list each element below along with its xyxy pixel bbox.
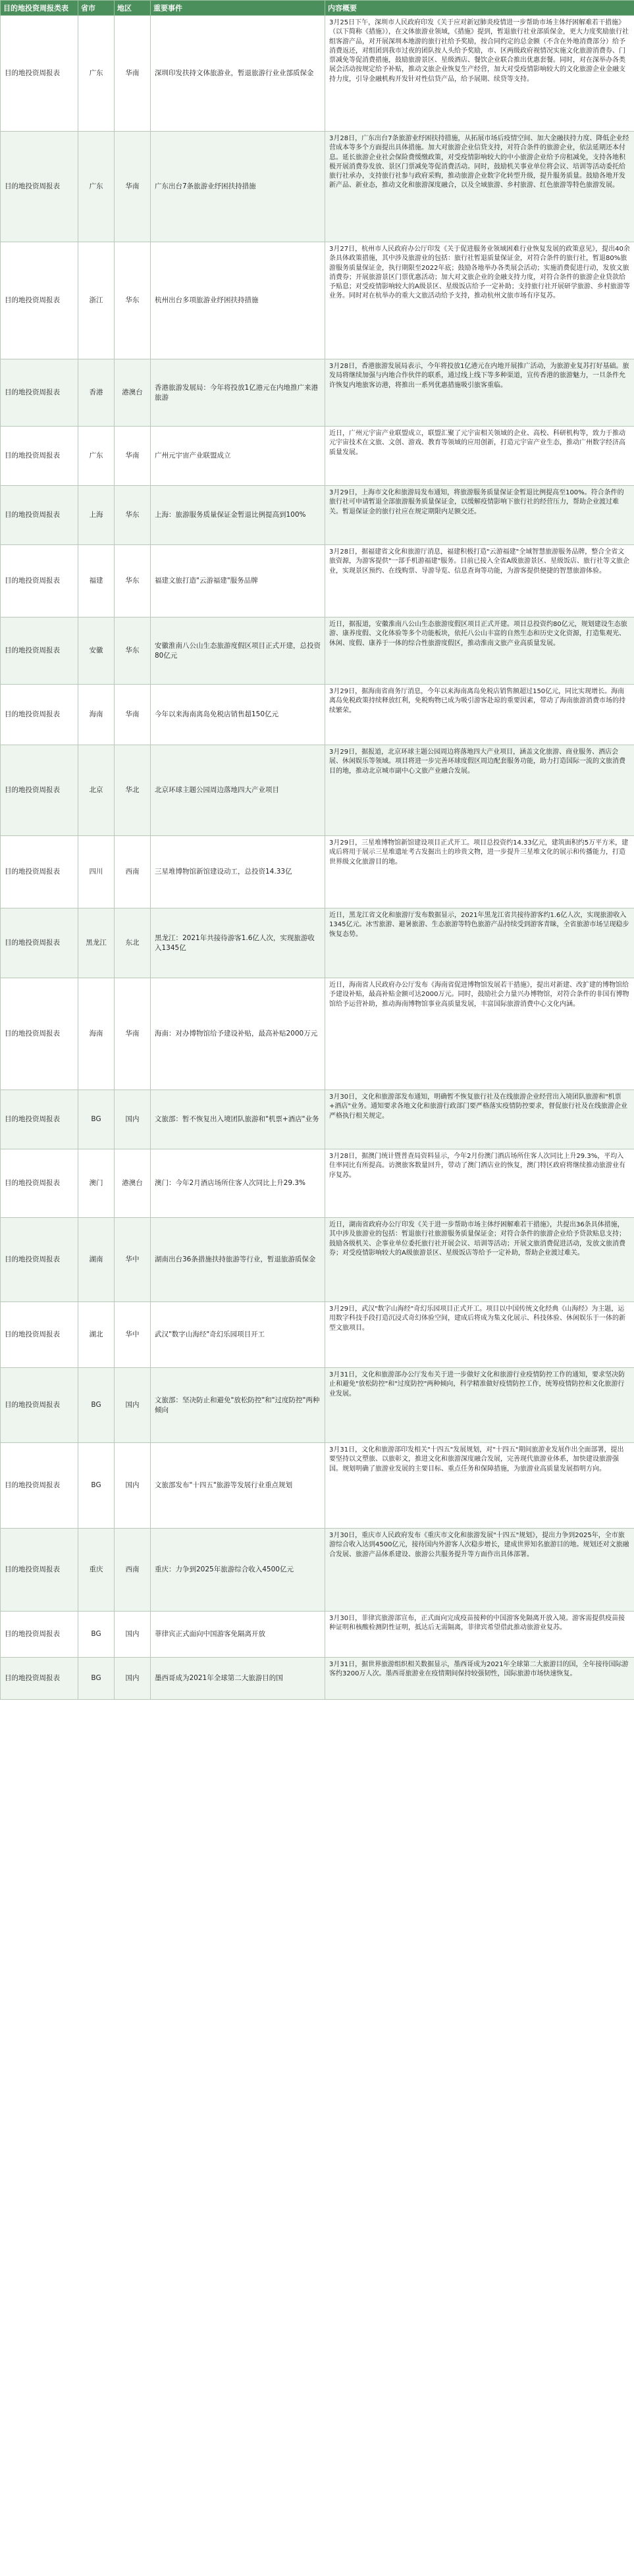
table-row bbox=[1, 427, 634, 486]
row-event: 武汉"数字山海经"奇幻乐园项目开工 bbox=[151, 1302, 325, 1368]
header-province: 省市 bbox=[78, 1, 115, 16]
row-province: 广东 bbox=[78, 132, 115, 242]
row-content: 3月30日，文化和旅游部发布通知，明确暂不恢复旅行社及在线旅游企业经营出入境团队旅游和"机票+酒店"业务。通知要求各地文化和旅游行政部门要严格落实疫情防控要求，督促旅行社及在线旅游企业严格执行相关规定。 bbox=[325, 1090, 634, 1149]
row-province: 湖北 bbox=[78, 1302, 115, 1368]
row-category: 目的地投资周报表 bbox=[1, 836, 78, 908]
row-category: 目的地投资周报表 bbox=[1, 242, 78, 359]
row-category: 目的地投资周报表 bbox=[1, 1218, 78, 1302]
row-category: 目的地投资周报表 bbox=[1, 1612, 78, 1658]
row-event: 文旅部发布"十四五"旅游等发展行业重点规划 bbox=[151, 1443, 325, 1529]
row-event: 重庆：力争到2025年旅游综合收入4500亿元 bbox=[151, 1529, 325, 1612]
row-category: 目的地投资周报表 bbox=[1, 908, 78, 978]
row-content: 3月28日，据澳门统计暨普查局资料显示，今年2月份澳门酒店场所住客人次同比上升29.3%，平均入住率同比有所提高。访澳旅客数量回升，带动了澳门酒店业的恢复，澳门特区政府将继续推动旅游业有序复苏。 bbox=[325, 1149, 634, 1218]
row-category: 目的地投资周报表 bbox=[1, 427, 78, 486]
row-region: 国内 bbox=[115, 1090, 151, 1149]
table-row bbox=[1, 359, 634, 427]
row-province: 重庆 bbox=[78, 1529, 115, 1612]
row-content: 3月28日，广东出台7条旅游业纾困扶持措施，从拓展市场后疫情空间、加大金融扶持力度、降低企业经营成本等多个方面提出具体措施。加大对旅游企业信贷支持，对符合条件的旅游企业，依法延期还本付息。延长旅游企业社会保险费缓缴政策，对受疫情影响较大的中小旅游企业给予房租减免，支持各地积极开展消费券发放、景区门票减免等促消费活动。同时，鼓励机关事业单位将会议、培训等活动委托给旅行社承办，支持旅行社参与政府采购，推动旅游企业数字化转型升级，提升服务质量。鼓励各地开发新产品、新业态，推动文化和旅游深度融合，以及全域旅游、乡村旅游、红色旅游等特色旅游发展。 bbox=[325, 132, 634, 242]
row-region: 港澳台 bbox=[115, 1149, 151, 1218]
row-region: 西南 bbox=[115, 836, 151, 908]
row-category: 目的地投资周报表 bbox=[1, 685, 78, 745]
row-event: 福建文旅打造"云游福建"服务品牌 bbox=[151, 545, 325, 618]
row-province: 上海 bbox=[78, 486, 115, 545]
row-event: 今年以来海南离岛免税店销售超150亿元 bbox=[151, 685, 325, 745]
row-region: 华东 bbox=[115, 545, 151, 618]
row-content: 3月29日，武汉"数字山海经"奇幻乐园项目正式开工。项目以中国传统文化经典《山海经》为主题，运用数字科技手段打造沉浸式奇幻体验空间，建成后将成为集文化展示、科技体验、休闲娱乐于一体的新型文旅项目。 bbox=[325, 1302, 634, 1368]
row-event: 湖南出台36条措施扶持旅游等行业，暂退旅游质保金 bbox=[151, 1218, 325, 1302]
row-event: 菲律宾正式面向中国游客免隔离开放 bbox=[151, 1612, 325, 1658]
row-category: 目的地投资周报表 bbox=[1, 618, 78, 685]
row-province: 澳门 bbox=[78, 1149, 115, 1218]
table-row bbox=[1, 16, 634, 132]
table-row bbox=[1, 978, 634, 1090]
row-content: 3月28日，香港旅游发展局表示，今年将投放1亿港元在内地开展推广活动，为旅游业复苏打好基础。旅发局将继续加强与内地合作伙伴的联系，通过线上线下等多种渠道，宣传香港的旅游魅力，一旦条件允许恢复内地旅客访港，将推出一系列优惠措施吸引旅客重临。 bbox=[325, 359, 634, 427]
table-row bbox=[1, 908, 634, 978]
row-province: BG bbox=[78, 1612, 115, 1658]
row-category: 目的地投资周报表 bbox=[1, 1149, 78, 1218]
row-content: 近日，黑龙江省文化和旅游厅发布数据显示，2021年黑龙江省共接待游客约1.6亿人次，实现旅游收入1345亿元。冰雪旅游、避暑旅游、生态旅游等特色旅游产品持续受到游客青睐，全省旅游市场呈现稳步恢复态势。 bbox=[325, 908, 634, 978]
row-category: 目的地投资周报表 bbox=[1, 16, 78, 132]
row-category: 目的地投资周报表 bbox=[1, 132, 78, 242]
row-event: 香港旅游发展局：今年将投放1亿港元在内地推广来港旅游 bbox=[151, 359, 325, 427]
table-body bbox=[1, 16, 634, 1700]
row-region: 华东 bbox=[115, 242, 151, 359]
row-event: 澳门：今年2月酒店场所住客人次同比上升29.3% bbox=[151, 1149, 325, 1218]
row-category: 目的地投资周报表 bbox=[1, 545, 78, 618]
table-row bbox=[1, 1368, 634, 1443]
row-region: 华东 bbox=[115, 486, 151, 545]
row-category: 目的地投资周报表 bbox=[1, 745, 78, 836]
row-region: 华东 bbox=[115, 618, 151, 685]
table-row bbox=[1, 745, 634, 836]
table-row bbox=[1, 618, 634, 685]
table-row bbox=[1, 1658, 634, 1700]
table-row bbox=[1, 836, 634, 908]
row-province: 湖南 bbox=[78, 1218, 115, 1302]
table-row bbox=[1, 1302, 634, 1368]
row-content: 3月28日，据福建省文化和旅游厅消息，福建积极打造"云游福建"全域智慧旅游服务品牌，整合全省文旅资源，为游客提供"一部手机游福建"服务。目前已接入全省A级旅游景区、星级饭店、旅行社等文旅企业，实现景区预约、在线购票、导游导览、信息查询等功能，为游客提供便捷的智慧旅游体验。 bbox=[325, 545, 634, 618]
row-province: BG bbox=[78, 1368, 115, 1443]
row-region: 国内 bbox=[115, 1443, 151, 1529]
row-province: 海南 bbox=[78, 685, 115, 745]
table-row bbox=[1, 1149, 634, 1218]
row-category: 目的地投资周报表 bbox=[1, 1443, 78, 1529]
header-event: 重要事件 bbox=[151, 1, 325, 16]
row-region: 国内 bbox=[115, 1658, 151, 1700]
row-event: 北京环球主题公园周边落地四大产业项目 bbox=[151, 745, 325, 836]
row-region: 国内 bbox=[115, 1612, 151, 1658]
row-region: 华北 bbox=[115, 745, 151, 836]
row-content: 3月29日，三星堆博物馆新馆建设项目正式开工。项目总投资约14.33亿元，建筑面积约5万平方米，建成后将用于展示三星堆遗址考古发掘出土的珍贵文物，进一步提升三星堆文化的展示和传播能力，打造世界级文化旅游目的地。 bbox=[325, 836, 634, 908]
row-event: 杭州出台多项旅游业纾困扶持措施 bbox=[151, 242, 325, 359]
table-row bbox=[1, 685, 634, 745]
header-region: 地区 bbox=[115, 1, 151, 16]
row-content: 3月30日，重庆市人民政府发布《重庆市文化和旅游发展"十四五"规划》，提出力争到2025年，全市旅游综合收入达到4500亿元，接待国内外游客人次稳步增长，建成世界知名旅游目的地。规划还对文旅融合发展、旅游产品体系建设、旅游公共服务提升等方面作出具体部署。 bbox=[325, 1529, 634, 1612]
row-event: 文旅部：暂不恢复出入境团队旅游和"机票+酒店"业务 bbox=[151, 1090, 325, 1149]
table-row bbox=[1, 486, 634, 545]
row-category: 目的地投资周报表 bbox=[1, 1529, 78, 1612]
table-row bbox=[1, 132, 634, 242]
row-category: 目的地投资周报表 bbox=[1, 1368, 78, 1443]
row-region: 西南 bbox=[115, 1529, 151, 1612]
header-content: 内容概要 bbox=[325, 1, 634, 16]
row-content: 3月29日，上海市文化和旅游局发布通知，将旅游服务质量保证金暂退比例提高至100%。符合条件的旅行社可申请暂退全部旅游服务质量保证金，以缓解疫情影响下旅行社的经营压力，帮助企业渡过难关。暂退保证金的旅行社应在规定期限内足额交还。 bbox=[325, 486, 634, 545]
row-content: 近日，据报道，安徽淮南八公山生态旅游度假区项目正式开建。项目总投资约80亿元，规划建设生态旅游、康养度假、文化体验等多个功能板块，依托八公山丰富的自然生态和历史文化资源，打造集观光、休闲、度假、康养于一体的综合性旅游度假区，推动淮南文旅产业高质量发展。 bbox=[325, 618, 634, 685]
row-event: 黑龙江：2021年共接待游客1.6亿人次，实现旅游收入1345亿 bbox=[151, 908, 325, 978]
row-region: 港澳台 bbox=[115, 359, 151, 427]
row-province: 黑龙江 bbox=[78, 908, 115, 978]
row-region: 华南 bbox=[115, 427, 151, 486]
table-row bbox=[1, 1443, 634, 1529]
row-event: 上海：旅游服务质量保证金暂退比例提高到100% bbox=[151, 486, 325, 545]
row-category: 目的地投资周报表 bbox=[1, 486, 78, 545]
row-region: 华南 bbox=[115, 132, 151, 242]
row-province: BG bbox=[78, 1443, 115, 1529]
row-province: 安徽 bbox=[78, 618, 115, 685]
row-province: 四川 bbox=[78, 836, 115, 908]
row-province: 福建 bbox=[78, 545, 115, 618]
row-region: 国内 bbox=[115, 1368, 151, 1443]
row-region: 华中 bbox=[115, 1302, 151, 1368]
row-region: 华南 bbox=[115, 978, 151, 1090]
row-category: 目的地投资周报表 bbox=[1, 1090, 78, 1149]
row-content: 3月31日，据世界旅游组织相关数据显示，墨西哥成为2021年全球第二大旅游目的国，全年接待国际游客约3200万人次。墨西哥旅游业在疫情期间保持较强韧性，国际旅游市场快速恢复。 bbox=[325, 1658, 634, 1700]
row-province: 浙江 bbox=[78, 242, 115, 359]
row-province: BG bbox=[78, 1090, 115, 1149]
row-province: 海南 bbox=[78, 978, 115, 1090]
row-event: 文旅部：坚决防止和避免"放松防控"和"过度防控"两种倾向 bbox=[151, 1368, 325, 1443]
table-row bbox=[1, 242, 634, 359]
row-province: 香港 bbox=[78, 359, 115, 427]
row-content: 3月31日，文化和旅游部办公厅发布关于进一步做好文化和旅游行业疫情防控工作的通知，要求坚决防止和避免"放松防控"和"过度防控"两种倾向，科学精准做好疫情防控工作，统筹疫情防控和文化旅游行业发展。 bbox=[325, 1368, 634, 1443]
row-content: 3月25日下午，深圳市人民政府印发《关于应对新冠肺炎疫情进一步帮助市场主体纾困解难若干措施》（以下简称《措施》），在文体旅游业领域，《措施》提到，暂退旅行社业部质保金，更大力度奖励旅行社组客游产品，对开展深圳本地游的旅行社给予奖励，按合同约定的总金额（不含在外地消费部分）给予消费返还，对组团到我市过夜的团队按人头给予奖励，市、区两级政府视情况实施文化旅游消费券、门票减免等促消费措施，鼓励旅游景区、星级酒店、餐饮企业联合推出优惠套餐。同时，对在深举办各类展会活动按规定给予补贴，推动文旅企业恢复生产经营，加大对受疫情影响较大的文化旅游企业金融支持力度，引导金融机构开发针对性信贷产品，给予展期、续贷等支持。 bbox=[325, 16, 634, 132]
table-row bbox=[1, 1218, 634, 1302]
row-province: 广东 bbox=[78, 427, 115, 486]
table-row bbox=[1, 545, 634, 618]
row-content: 3月31日，文化和旅游部印发相关"十四五"发展规划，对"十四五"期间旅游业发展作出全面部署，提出要坚持以文塑旅、以旅彰文，推进文化和旅游深度融合发展，完善现代旅游业体系，加快建设旅游强国。规划明确了旅游业发展的主要目标、重点任务和保障措施，为旅游业高质量发展指明方向。 bbox=[325, 1443, 634, 1529]
row-event: 三星堆博物馆新馆建设动工，总投资14.33亿 bbox=[151, 836, 325, 908]
row-category: 目的地投资周报表 bbox=[1, 1302, 78, 1368]
row-event: 安徽淮南八公山生态旅游度假区项目正式开建，总投资80亿元 bbox=[151, 618, 325, 685]
row-province: 广东 bbox=[78, 16, 115, 132]
row-content: 近日，海南省人民政府办公厅发布《海南省促进博物馆发展若干措施》，提出对新建、改扩建的博物馆给予建设补贴，最高补贴金额可达2000万元。同时，鼓励社会力量兴办博物馆，对符合条件的非国有博物馆给予运营补助，推动海南博物馆事业高质量发展，丰富国际旅游消费中心文化内涵。 bbox=[325, 978, 634, 1090]
row-event: 深圳印发扶持文体旅游业，暂退旅游行业业部质保金 bbox=[151, 16, 325, 132]
row-region: 华南 bbox=[115, 16, 151, 132]
row-event: 海南：对办博物馆给予建设补贴，最高补贴2000万元 bbox=[151, 978, 325, 1090]
row-province: 北京 bbox=[78, 745, 115, 836]
row-content: 3月30日，菲律宾旅游部宣布，正式面向完成疫苗接种的中国游客免隔离开放入境。游客需提供疫苗接种证明和核酸检测阴性证明，抵达后无需隔离，菲律宾希望借此推动旅游业复苏。 bbox=[325, 1612, 634, 1658]
table-row bbox=[1, 1090, 634, 1149]
row-category: 目的地投资周报表 bbox=[1, 359, 78, 427]
row-province: BG bbox=[78, 1658, 115, 1700]
header-category: 目的地投资周报类表 bbox=[1, 1, 78, 16]
row-event: 广州元宇宙产业联盟成立 bbox=[151, 427, 325, 486]
table-row bbox=[1, 1529, 634, 1612]
row-content: 近日，广州元宇宙产业联盟成立，联盟汇聚了元宇宙相关领域的企业、高校、科研机构等，致力于推动元宇宙技术在文旅、文创、游戏、教育等领域的应用创新，打造元宇宙产业生态，推动广州数字经济高质量发展。 bbox=[325, 427, 634, 486]
row-region: 东北 bbox=[115, 908, 151, 978]
row-event: 墨西哥成为2021年全球第二大旅游目的国 bbox=[151, 1658, 325, 1700]
row-event: 广东出台7条旅游业纾困扶持措施 bbox=[151, 132, 325, 242]
table-header-row bbox=[1, 1, 634, 16]
row-content: 3月29日，据报道，北京环球主题公园周边将落地四大产业项目，涵盖文化旅游、商业服务、酒店会展、休闲娱乐等领域。项目将进一步完善环球度假区周边配套服务功能，助力打造国际一流的文旅消费目的地，推动北京城市副中心文旅产业融合发展。 bbox=[325, 745, 634, 836]
row-region: 华南 bbox=[115, 685, 151, 745]
row-region: 华中 bbox=[115, 1218, 151, 1302]
table-row bbox=[1, 1612, 634, 1658]
row-content: 3月27日，杭州市人民政府办公厅印发《关于促进服务业领域困难行业恢复发展的政策意见》，提出40余条具体政策措施，其中涉及旅游业的包括：旅行社暂退质量保证金，对符合条件的旅行社，暂退80%旅游服务质量保证金，执行期限至2022年底；鼓励各地举办各类展会活动；实施消费促进行动，发放文旅消费券；开展旅游景区门票优惠活动；加大对文旅企业的金融支持力度，对符合条件的旅游企业贷款给予贴息；对受疫情影响较大的A级景区、星级饭店给予一定补助；支持旅行社开展研学旅游、乡村旅游等业务。同时对在杭举办的重大文旅活动给予支持，推动杭州文旅市场有序复苏。 bbox=[325, 242, 634, 359]
row-category: 目的地投资周报表 bbox=[1, 978, 78, 1090]
row-content: 近日，湖南省政府办公厅印发《关于进一步帮助市场主体纾困解难若干措施》，共提出36条具体措施，其中涉及旅游业的包括：暂退旅行社旅游服务质量保证金；对符合条件的旅游企业给予贷款贴息支持；鼓励各级机关、企事业单位委托旅行社开展会议、培训等活动；开展文旅消费促进活动，发放文旅消费券；对受疫情影响较大的A级旅游景区、星级饭店等给予一定补助，帮助企业渡过难关。 bbox=[325, 1218, 634, 1302]
row-content: 3月29日，据海南省商务厅消息，今年以来海南离岛免税店销售额超过150亿元，同比实现增长。海南离岛免税政策持续释放红利，免税购物已成为吸引游客赴琼的重要因素，带动了海南旅游消费市场的持续繁荣。 bbox=[325, 685, 634, 745]
row-category: 目的地投资周报表 bbox=[1, 1658, 78, 1700]
